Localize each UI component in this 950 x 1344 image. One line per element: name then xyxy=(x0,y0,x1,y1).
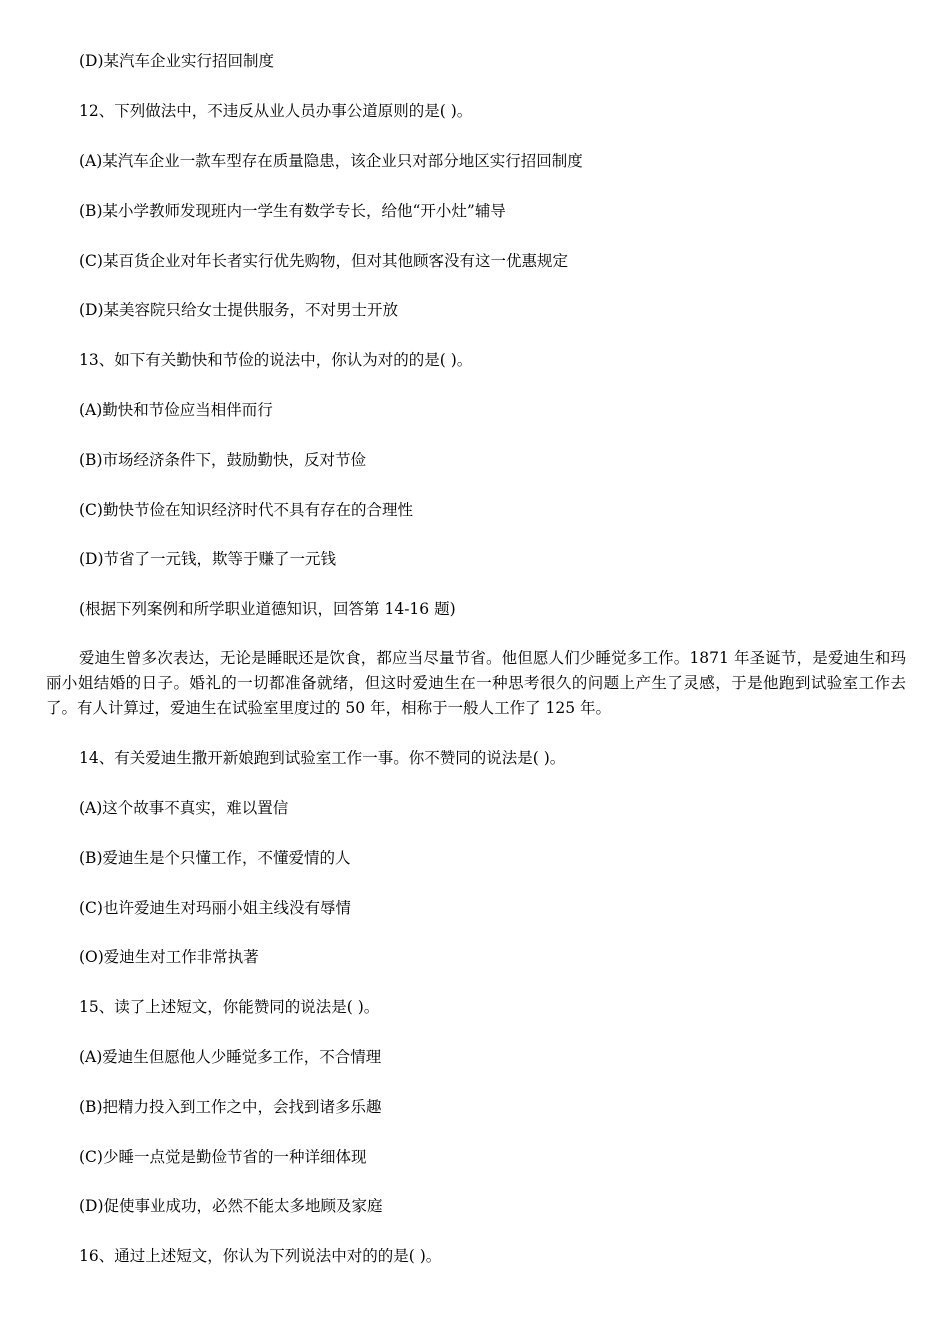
option-15-d: (D)促使事业成功，必然不能太多地顾及家庭 xyxy=(79,1197,383,1215)
question-16: 16、通过上述短文，你认为下列说法中对的的是( )。 xyxy=(79,1247,442,1265)
option-15-a: (A)爱迪生但愿他人少睡觉多工作，不合情理 xyxy=(79,1048,382,1066)
option-11-d: (D)某汽车企业实行招回制度 xyxy=(79,52,275,70)
question-14: 14、有关爱迪生撒开新娘跑到试验室工作一事。你不赞同的说法是( )。 xyxy=(79,749,566,767)
case-instruction: (根据下列案例和所学职业道德知识，回答第 14-16 题) xyxy=(79,600,456,618)
case-passage: 爱迪生曾多次表达，无论是睡眠还是饮食，都应当尽量节省。他但愿人们少睡觉多工作。1871 年圣诞节，是爱迪生和玛丽小姐结婚的日子。婚礼的一切都准备就绪，但这时爱迪生在一种思考很久的问题上产生了灵感，于是他跑到试验室工作去了。有人计算过，爱迪生在试验室里度过的 50 年，相称于一般人工作了 125 年。 xyxy=(46,649,906,717)
question-15: 15、读了上述短文，你能赞同的说法是( )。 xyxy=(79,998,380,1016)
option-14-c: (C)也许爱迪生对玛丽小姐主线没有辱情 xyxy=(79,899,351,917)
option-13-c: (C)勤快节俭在知识经济时代不具有存在的合理性 xyxy=(79,501,413,519)
option-15-b: (B)把精力投入到工作之中，会找到诸多乐趣 xyxy=(79,1098,382,1116)
option-13-b: (B)市场经济条件下，鼓励勤快，反对节俭 xyxy=(79,451,366,469)
option-12-b: (B)某小学教师发现班内一学生有数学专长，给他“开小灶”辅导 xyxy=(79,202,506,220)
option-12-d: (D)某美容院只给女士提供服务，不对男士开放 xyxy=(79,301,399,319)
option-13-a: (A)勤快和节俭应当相伴而行 xyxy=(79,401,273,419)
question-12: 12、下列做法中，不违反从业人员办事公道原则的是( )。 xyxy=(79,102,473,120)
option-12-a: (A)某汽车企业一款车型存在质量隐患，该企业只对部分地区实行招回制度 xyxy=(79,152,583,170)
option-14-d: (O)爱迪生对工作非常执著 xyxy=(79,948,259,966)
option-15-c: (C)少睡一点觉是勤俭节省的一种详细体现 xyxy=(79,1148,367,1166)
option-14-b: (B)爱迪生是个只懂工作，不懂爱情的人 xyxy=(79,849,351,867)
option-12-c: (C)某百货企业对年长者实行优先购物，但对其他顾客没有这一优惠规定 xyxy=(79,252,568,270)
option-14-a: (A)这个故事不真实，难以置信 xyxy=(79,799,289,817)
option-13-d: (D)节省了一元钱，欺等于赚了一元钱 xyxy=(79,550,337,568)
question-13: 13、如下有关勤快和节俭的说法中，你认为对的的是( )。 xyxy=(79,351,473,369)
